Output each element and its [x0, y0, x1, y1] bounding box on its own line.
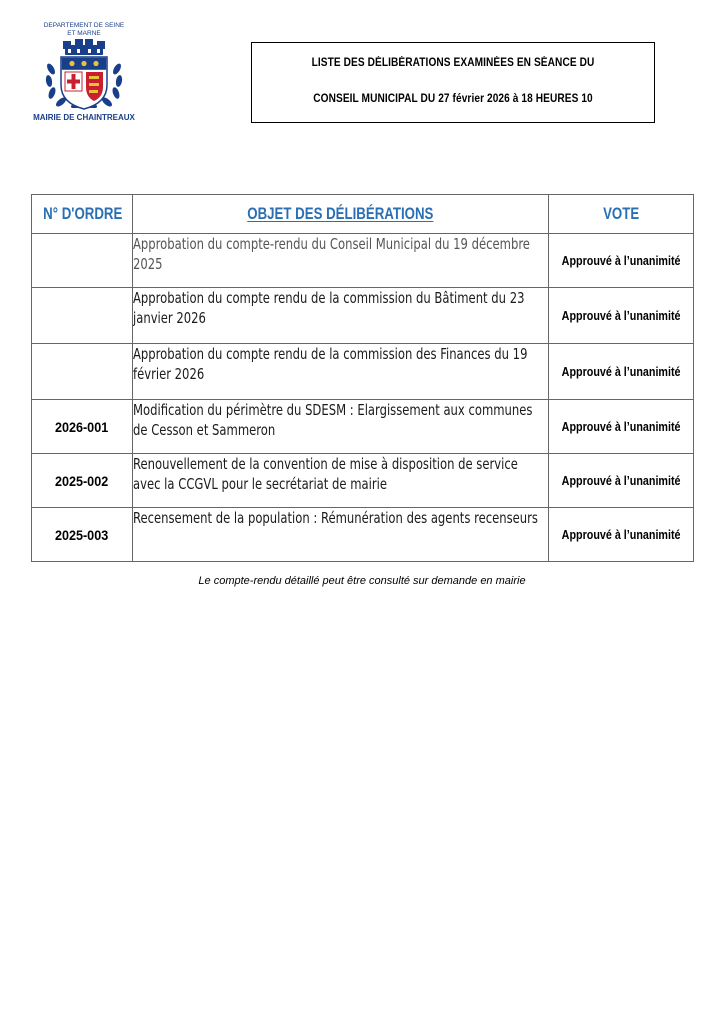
row-vote: Approuvé à l’unanimité: [549, 344, 694, 400]
coat-of-arms-icon: [41, 39, 127, 111]
row-numero: 2025-002: [32, 454, 133, 508]
mairie-label: MAIRIE DE CHAINTREAUX: [33, 113, 135, 122]
row-objet: Approbation du compte rendu de la commission du Bâtiment du 23 janvier 2026: [133, 288, 549, 344]
table-row: [32, 454, 694, 508]
row-vote: Approuvé à l’unanimité: [549, 288, 694, 344]
row-objet: Renouvellement de la convention de mise à disposition de service avec la CCGVL pour le secrétariat de mairie: [133, 454, 549, 508]
row-numero: [32, 344, 133, 400]
row-objet: Approbation du compte rendu de la commission des Finances du 19 février 2026: [133, 344, 549, 400]
row-numero: 2025-003: [32, 508, 133, 562]
table-row: [32, 400, 694, 454]
row-numero: 2026-001: [32, 400, 133, 454]
row-vote: Approuvé à l’unanimité: [549, 508, 694, 562]
row-vote: Approuvé à l’unanimité: [549, 454, 694, 508]
table-row: [32, 508, 694, 562]
table-row: [32, 288, 694, 344]
footnote: Le compte-rendu détaillé peut être consulté sur demande en mairie: [198, 575, 526, 587]
page-title-line-2: CONSEIL MUNICIPAL DU 27 février 2026 à 18 HEURES 10: [313, 93, 593, 105]
row-vote: Approuvé à l’unanimité: [549, 234, 694, 288]
title-box: [251, 42, 655, 123]
row-objet: Recensement de la population : Rémunération des agents recenseurs: [133, 508, 549, 562]
row-objet: Approbation du compte-rendu du Conseil Municipal du 19 décembre 2025: [133, 234, 549, 288]
row-numero: [32, 234, 133, 288]
column-header-objet: OBJET DES DÉLIBÉRATIONS: [133, 195, 549, 234]
row-objet: Modification du périmètre du SDESM : Elargissement aux communes de Cesson et Sammeron: [133, 400, 549, 454]
column-header-numero: N° D'ORDRE: [32, 195, 133, 234]
page-title-line-1: LISTE DES DÉLIBÉRATIONS EXAMINÉES EN SÉANCE DU: [311, 57, 595, 69]
row-numero: [32, 288, 133, 344]
column-header-vote: VOTE: [549, 195, 694, 234]
deliberations-table: [31, 194, 694, 562]
row-vote: Approuvé à l’unanimité: [549, 400, 694, 454]
municipal-logo: [28, 22, 140, 132]
table-row: [32, 234, 694, 288]
table-header-row: [32, 195, 694, 234]
department-label: DEPARTEMENT DE SEINE ET MARNE: [43, 22, 125, 37]
table-row: [32, 344, 694, 400]
